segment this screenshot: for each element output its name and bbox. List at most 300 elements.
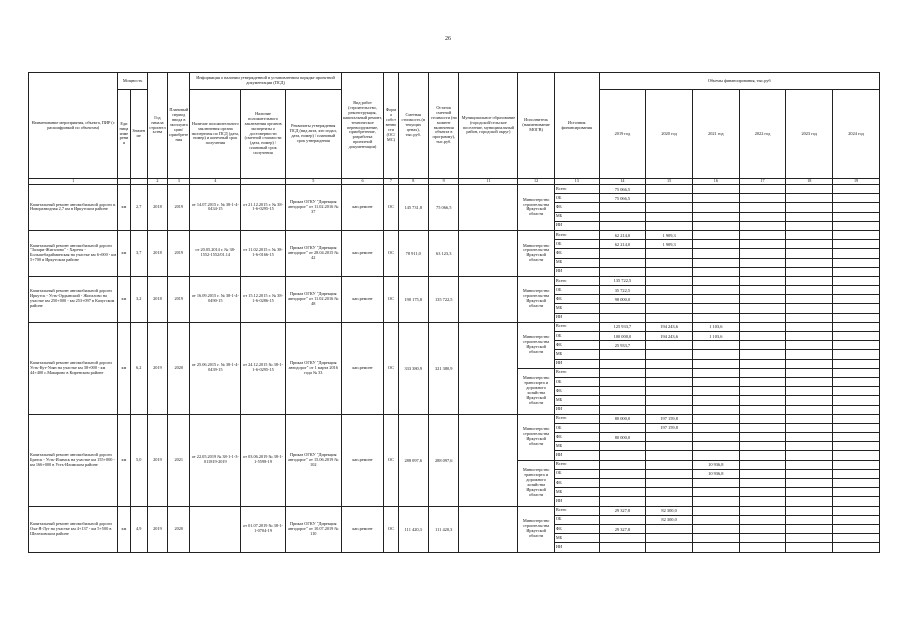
funding-value-cell [739, 479, 786, 488]
funding-source-cell: МБ [554, 258, 599, 267]
funding-value-cell [786, 469, 833, 478]
funding-value-cell [833, 368, 880, 377]
funding-value-cell [786, 423, 833, 432]
funding-value-cell [646, 249, 693, 258]
funding-value-cell: 197 159,8 [646, 414, 693, 423]
funding-source-cell: ИИ [554, 543, 599, 552]
funding-value-cell [646, 359, 693, 368]
municipality-cell [459, 414, 518, 506]
funding-value-cell [599, 368, 646, 377]
funding-value-cell [833, 295, 880, 304]
funding-value-cell [646, 469, 693, 478]
funding-value-cell [786, 460, 833, 469]
funding-value-cell [739, 377, 786, 386]
value-cell: 6,2 [130, 322, 147, 414]
header-capacity: Мощность [118, 73, 147, 90]
funding-value-cell [786, 387, 833, 396]
funding-value-cell [599, 451, 646, 460]
funding-value-cell: 10 936,8 [692, 460, 739, 469]
column-number: 16 [692, 179, 739, 185]
header-event: Наименование мероприятия, объекта, ПИР (с расшифровкой по объектам) [29, 73, 118, 179]
column-number: 1 [29, 179, 118, 185]
header-remaining-cost: Остаток сметной стоимости (на момент включения объекта в программу), тыс.руб. [429, 73, 459, 179]
funding-value-cell [646, 203, 693, 212]
executor-cell: Министерство транспорта и дорожного хозяйства Иркутской области [518, 368, 555, 414]
funding-value-cell: 1 103,6 [692, 332, 739, 341]
funding-value-cell [833, 350, 880, 359]
header-funding: Объемы финансирования, тыс.руб [599, 73, 879, 90]
funding-value-cell [646, 543, 693, 552]
funding-value-cell [599, 203, 646, 212]
funding-value-cell [739, 221, 786, 230]
funding-value-cell: 10 936,8 [692, 469, 739, 478]
estimate-cell: 145 731,8 [398, 185, 428, 231]
funding-value-cell [833, 405, 880, 414]
funding-value-cell [692, 249, 739, 258]
funding-value-cell [833, 515, 880, 524]
funding-value-cell [692, 221, 739, 230]
funding-value-cell: 75 066,5 [599, 194, 646, 203]
funding-value-cell [739, 249, 786, 258]
funding-source-cell: ФБ [554, 249, 599, 258]
planned-year-cell: 2019 [168, 276, 190, 322]
header-psd-info: Информация о наличии утвержденной в установленном порядке проектной документации (ПСД) [190, 73, 341, 90]
funding-value-cell [833, 258, 880, 267]
start-year-cell: 2018 [147, 230, 167, 276]
funding-value-cell [739, 304, 786, 313]
funding-value-cell [599, 479, 646, 488]
funding-value-cell [833, 387, 880, 396]
funding-value-cell [599, 460, 646, 469]
estimate-cell: 333 380,9 [398, 322, 428, 414]
funding-value-cell [739, 442, 786, 451]
funding-value-cell [646, 350, 693, 359]
expert-cell: от 22.05.2019 № 38-1-1-3-011819-2019 [190, 414, 241, 506]
funding-value-cell [599, 258, 646, 267]
funding-value-cell [599, 543, 646, 552]
funding-value-cell [786, 203, 833, 212]
funding-value-cell [786, 230, 833, 239]
funding-value-cell [833, 396, 880, 405]
funding-value-cell [786, 194, 833, 203]
funding-value-cell [786, 313, 833, 322]
header-year-2022: 2022 год [739, 90, 786, 179]
funding-value-cell: 125 933,7 [599, 322, 646, 331]
work-type-cell: кап.ремонт [341, 276, 384, 322]
municipality-cell [459, 506, 518, 552]
funding-value-cell [739, 240, 786, 249]
expert-cell: от 25.06.2015 г. № 38-1-4-0439-15 [190, 322, 241, 414]
funding-value-cell [833, 451, 880, 460]
funding-value-cell [786, 304, 833, 313]
ownership-cell: ОС [384, 230, 398, 276]
funding-value-cell [739, 341, 786, 350]
funding-value-cell: 62 214,0 [599, 240, 646, 249]
funding-value-cell [692, 203, 739, 212]
funding-value-cell: 75 066,5 [599, 185, 646, 194]
funding-value-cell [599, 497, 646, 506]
funding-source-cell: МБ [554, 212, 599, 221]
work-type-cell: кап.ремонт [341, 506, 384, 552]
funding-value-cell [646, 304, 693, 313]
approval-cell: Приказ ОГКУ "Дирекция автодорог" от 11.02.2016 № 37 [285, 185, 341, 231]
funding-source-cell: Всего [554, 506, 599, 515]
funding-value-cell [599, 442, 646, 451]
funding-value-cell [692, 304, 739, 313]
funding-value-cell [786, 295, 833, 304]
funding-value-cell [692, 377, 739, 386]
funding-value-cell [646, 368, 693, 377]
funding-source-cell: ФБ [554, 479, 599, 488]
funding-value-cell [786, 258, 833, 267]
approval-cell: Приказ ОГКУ "Дирекция автодорог" от 1 марта 2016 года № 33 [285, 322, 341, 414]
funding-value-cell: 194 243,6 [646, 332, 693, 341]
funding-value-cell [739, 322, 786, 331]
funding-value-cell [692, 276, 739, 285]
funding-value-cell [739, 433, 786, 442]
funding-value-cell [833, 479, 880, 488]
unit-cell: км [118, 414, 130, 506]
unit-cell: км [118, 322, 130, 414]
column-number: 19 [833, 179, 880, 185]
funding-source-cell: ИИ [554, 359, 599, 368]
funding-value-cell: 197 159,8 [646, 423, 693, 432]
funding-source-cell: ОБ [554, 515, 599, 524]
event-name: Капитальный ремонт автомобильной дороги Оха-Я-Луг на участке км 4+137 - км 5+500 в Шелеховском районе [29, 506, 118, 552]
funding-value-cell [599, 313, 646, 322]
remaining-cell: 75 066,5 [429, 185, 459, 231]
funding-value-cell [646, 488, 693, 497]
funding-source-cell: ОБ [554, 332, 599, 341]
estimate-cell: 111 420,3 [398, 506, 428, 552]
funding-value-cell [692, 515, 739, 524]
column-number: 8 [398, 179, 428, 185]
unit-cell: км [118, 230, 130, 276]
funding-value-cell [739, 286, 786, 295]
funding-value-cell [833, 203, 880, 212]
header-start-year: Год начала строительства [147, 73, 167, 179]
funding-value-cell [833, 377, 880, 386]
start-year-cell: 2019 [147, 506, 167, 552]
funding-value-cell [786, 368, 833, 377]
funding-value-cell [833, 313, 880, 322]
column-number: 14 [599, 179, 646, 185]
funding-value-cell [692, 451, 739, 460]
table-row [29, 185, 880, 194]
funding-value-cell [692, 230, 739, 239]
executor-cell: Министерство строительства Иркутской области [518, 414, 555, 460]
municipality-cell [459, 185, 518, 231]
funding-value-cell [599, 249, 646, 258]
funding-value-cell [692, 194, 739, 203]
funding-value-cell [692, 185, 739, 194]
funding-value-cell [599, 350, 646, 359]
table-row [29, 230, 880, 239]
expert-cell: от 14.07.2015 г. № 38-1-4-0434-15 [190, 185, 241, 231]
funding-value-cell [692, 359, 739, 368]
ownership-cell: ОС [384, 506, 398, 552]
ownership-cell: ОС [384, 322, 398, 414]
funding-value-cell [646, 194, 693, 203]
remaining-cell: 111 420,3 [429, 506, 459, 552]
funding-value-cell [739, 534, 786, 543]
funding-value-cell [692, 405, 739, 414]
value-cell: 2,7 [130, 185, 147, 231]
funding-source-cell: Всего [554, 185, 599, 194]
funding-value-cell [786, 377, 833, 386]
column-number: 11 [459, 179, 518, 185]
funding-value-cell [692, 286, 739, 295]
funding-value-cell [692, 423, 739, 432]
cost-expert-cell: от 15.12.2015 г. № 38-1-6-0286-15 [241, 276, 286, 322]
value-cell: 3,2 [130, 276, 147, 322]
value-cell: 3,7 [130, 230, 147, 276]
funding-value-cell [692, 212, 739, 221]
funding-value-cell [786, 249, 833, 258]
funding-value-cell [692, 534, 739, 543]
funding-value-cell [646, 479, 693, 488]
funding-value-cell [833, 359, 880, 368]
approval-cell: Приказ ОГКУ "Дирекция автодорог" от 10.07.2019 № 110 [285, 506, 341, 552]
column-number: 2 [147, 179, 167, 185]
header-approval: Реквизиты утверждения ПСД (вид акта, кто издал, дата, номер) / плановый срок утверждения [285, 90, 341, 179]
funding-source-cell: МБ [554, 488, 599, 497]
funding-source-cell: ИИ [554, 497, 599, 506]
municipality-cell [459, 322, 518, 414]
expert-cell: от 20.05.2014 г. № 38-1552-1552/01.14 [190, 230, 241, 276]
header-source: Источник финансирования [554, 73, 599, 179]
header-year-2021: 2021 год [692, 90, 739, 179]
header-municipality: Муниципальное образование (городской/сельское поселение, муниципальный район, городской округ) [459, 73, 518, 179]
funding-value-cell [739, 460, 786, 469]
funding-value-cell [739, 488, 786, 497]
funding-value-cell [646, 387, 693, 396]
funding-table [28, 72, 880, 553]
funding-value-cell [692, 497, 739, 506]
funding-value-cell [833, 534, 880, 543]
event-name: Капитальный ремонт автомобильной дороги Иркутск - Усть-Ордынский - Жигалово на участке км 250+000 - км 253+097 в Качугском районе [29, 276, 118, 322]
funding-value-cell [833, 221, 880, 230]
funding-source-cell: МБ [554, 534, 599, 543]
funding-source-cell: МБ [554, 304, 599, 313]
funding-value-cell [646, 212, 693, 221]
funding-value-cell [833, 194, 880, 203]
funding-source-cell: ОБ [554, 423, 599, 432]
column-number: 15 [646, 179, 693, 185]
funding-value-cell: 29 327,8 [599, 524, 646, 533]
planned-year-cell: 2020 [168, 506, 190, 552]
funding-value-cell [599, 515, 646, 524]
funding-value-cell [739, 405, 786, 414]
event-name: Капитальный ремонт автомобильной дороги п. Новоразводная 2,7 км в Иркутском районе [29, 185, 118, 231]
funding-value-cell: 25 933,7 [599, 341, 646, 350]
funding-value-cell [599, 387, 646, 396]
cost-expert-cell: от 03.06.2019 № 38-1-1-5598-19 [241, 414, 286, 506]
header-work-type: Вид работ (строительство, реконструкция, капитальный ремонт, техническое перевооружение, приобретение, разработка проектной документации) [341, 73, 384, 179]
funding-value-cell [646, 442, 693, 451]
funding-value-cell [646, 185, 693, 194]
funding-value-cell [646, 534, 693, 543]
funding-value-cell [646, 460, 693, 469]
executor-cell: Министерство строительства Иркутской области [518, 276, 555, 322]
funding-value-cell [599, 405, 646, 414]
funding-source-cell: ОБ [554, 286, 599, 295]
funding-value-cell [786, 341, 833, 350]
event-name: Капитальный ремонт автомобильной дороги "Залари-Жигалово" - Хареты - Большебадайминская на участке км 6+000 - км 5+700 в Иркутском районе [29, 230, 118, 276]
executor-cell: Министерство строительства Иркутской области [518, 230, 555, 276]
header-expert-cost: Наличие положительного заключения органов экспертизы о достоверности (сметной стоимости (дата, номер) / плановый срок получения [241, 90, 286, 179]
funding-value-cell [786, 479, 833, 488]
funding-source-cell: ИИ [554, 451, 599, 460]
remaining-cell: 63 123,3 [429, 230, 459, 276]
ownership-cell: ОС [384, 185, 398, 231]
planned-year-cell: 2019 [168, 185, 190, 231]
funding-value-cell [646, 221, 693, 230]
header-estimated-cost: Сметная стоимость (в текущих ценах), тыс.руб. [398, 73, 428, 179]
funding-value-cell [739, 267, 786, 276]
funding-value-cell [833, 304, 880, 313]
header-ownership: Форма собственности (ОС/МС) [384, 73, 398, 179]
funding-source-cell: ОБ [554, 194, 599, 203]
funding-value-cell [739, 515, 786, 524]
funding-value-cell [692, 524, 739, 533]
start-year-cell: 2019 [147, 414, 167, 506]
start-year-cell: 2018 [147, 276, 167, 322]
funding-value-cell [786, 185, 833, 194]
funding-value-cell [599, 396, 646, 405]
funding-value-cell [692, 488, 739, 497]
column-number: 7 [384, 179, 398, 185]
funding-value-cell [599, 488, 646, 497]
funding-source-cell: ФБ [554, 433, 599, 442]
funding-value-cell: 135 722,5 [599, 276, 646, 285]
funding-value-cell: 194 243,6 [646, 322, 693, 331]
column-number: 4 [190, 179, 241, 185]
funding-source-cell: Всего [554, 322, 599, 331]
funding-value-cell [833, 460, 880, 469]
header-planned-year: Плановый период ввода в эксплуатацию/приобретения [168, 73, 190, 179]
funding-value-cell [692, 350, 739, 359]
funding-value-cell [786, 276, 833, 285]
funding-value-cell [692, 341, 739, 350]
funding-value-cell [599, 469, 646, 478]
remaining-cell: 321 380,9 [429, 322, 459, 414]
column-number: 3 [168, 179, 190, 185]
funding-value-cell [692, 414, 739, 423]
funding-value-cell [692, 442, 739, 451]
column-number: 17 [739, 179, 786, 185]
funding-value-cell [739, 524, 786, 533]
header-year-2023: 2023 год [786, 90, 833, 179]
funding-value-cell: 1 103,6 [692, 322, 739, 331]
funding-value-cell [786, 221, 833, 230]
funding-value-cell [692, 295, 739, 304]
funding-value-cell [833, 423, 880, 432]
funding-source-cell: ОБ [554, 469, 599, 478]
funding-value-cell [692, 258, 739, 267]
funding-value-cell [833, 322, 880, 331]
table-row [29, 506, 880, 515]
funding-value-cell [646, 341, 693, 350]
header-year-2024: 2024 год [833, 90, 880, 179]
funding-value-cell [646, 405, 693, 414]
funding-value-cell [646, 276, 693, 285]
funding-value-cell: 100 000,0 [599, 332, 646, 341]
start-year-cell: 2018 [147, 185, 167, 231]
funding-value-cell [833, 230, 880, 239]
funding-source-cell: ИИ [554, 313, 599, 322]
funding-value-cell [739, 497, 786, 506]
funding-value-cell [599, 377, 646, 386]
funding-value-cell [692, 240, 739, 249]
funding-value-cell [833, 267, 880, 276]
funding-value-cell [739, 276, 786, 285]
funding-source-cell: ФБ [554, 387, 599, 396]
funding-value-cell [739, 332, 786, 341]
cost-expert-cell: от 24.12.2015 № 38-1-1-6-0295-15 [241, 322, 286, 414]
funding-value-cell [833, 506, 880, 515]
funding-source-cell: ИИ [554, 267, 599, 276]
funding-value-cell [786, 212, 833, 221]
funding-value-cell [739, 258, 786, 267]
estimate-cell: 288 097,6 [398, 414, 428, 506]
funding-source-cell: МБ [554, 396, 599, 405]
approval-cell: Приказ ОГКУ "Дирекция автодорог" от 15.06.2019 № 102 [285, 414, 341, 506]
funding-value-cell [599, 304, 646, 313]
funding-value-cell [646, 267, 693, 276]
header-value: Значение [130, 90, 147, 179]
funding-value-cell [599, 267, 646, 276]
funding-value-cell [833, 240, 880, 249]
funding-source-cell: ОБ [554, 240, 599, 249]
funding-value-cell [833, 543, 880, 552]
funding-value-cell [786, 267, 833, 276]
funding-value-cell [739, 212, 786, 221]
funding-value-cell [646, 377, 693, 386]
funding-source-cell: ФБ [554, 341, 599, 350]
funding-value-cell [786, 524, 833, 533]
executor-cell: Министерство строительства Иркутской области [518, 506, 555, 552]
funding-value-cell [646, 497, 693, 506]
estimate-cell: 78 911,0 [398, 230, 428, 276]
funding-value-cell [739, 414, 786, 423]
funding-value-cell [833, 497, 880, 506]
remaining-cell: 135 722,5 [429, 276, 459, 322]
municipality-cell [459, 230, 518, 276]
funding-value-cell [739, 313, 786, 322]
funding-value-cell [786, 534, 833, 543]
funding-source-cell: Всего [554, 414, 599, 423]
funding-value-cell: 62 214,0 [599, 230, 646, 239]
funding-source-cell: ИИ [554, 221, 599, 230]
funding-value-cell [786, 488, 833, 497]
funding-value-cell: 35 722,5 [599, 286, 646, 295]
remaining-cell: 288 097,6 [429, 414, 459, 506]
funding-value-cell [739, 387, 786, 396]
funding-value-cell [692, 479, 739, 488]
funding-value-cell [739, 350, 786, 359]
funding-value-cell [786, 451, 833, 460]
funding-value-cell [786, 442, 833, 451]
column-number: 12 [518, 179, 555, 185]
funding-source-cell: ФБ [554, 524, 599, 533]
municipality-cell [459, 276, 518, 322]
funding-value-cell [786, 543, 833, 552]
ownership-cell: ОС [384, 414, 398, 506]
funding-value-cell [786, 405, 833, 414]
executor-cell: Министерство транспорта и дорожного хозяйства Иркутской области [518, 460, 555, 506]
column-number: 9 [429, 179, 459, 185]
